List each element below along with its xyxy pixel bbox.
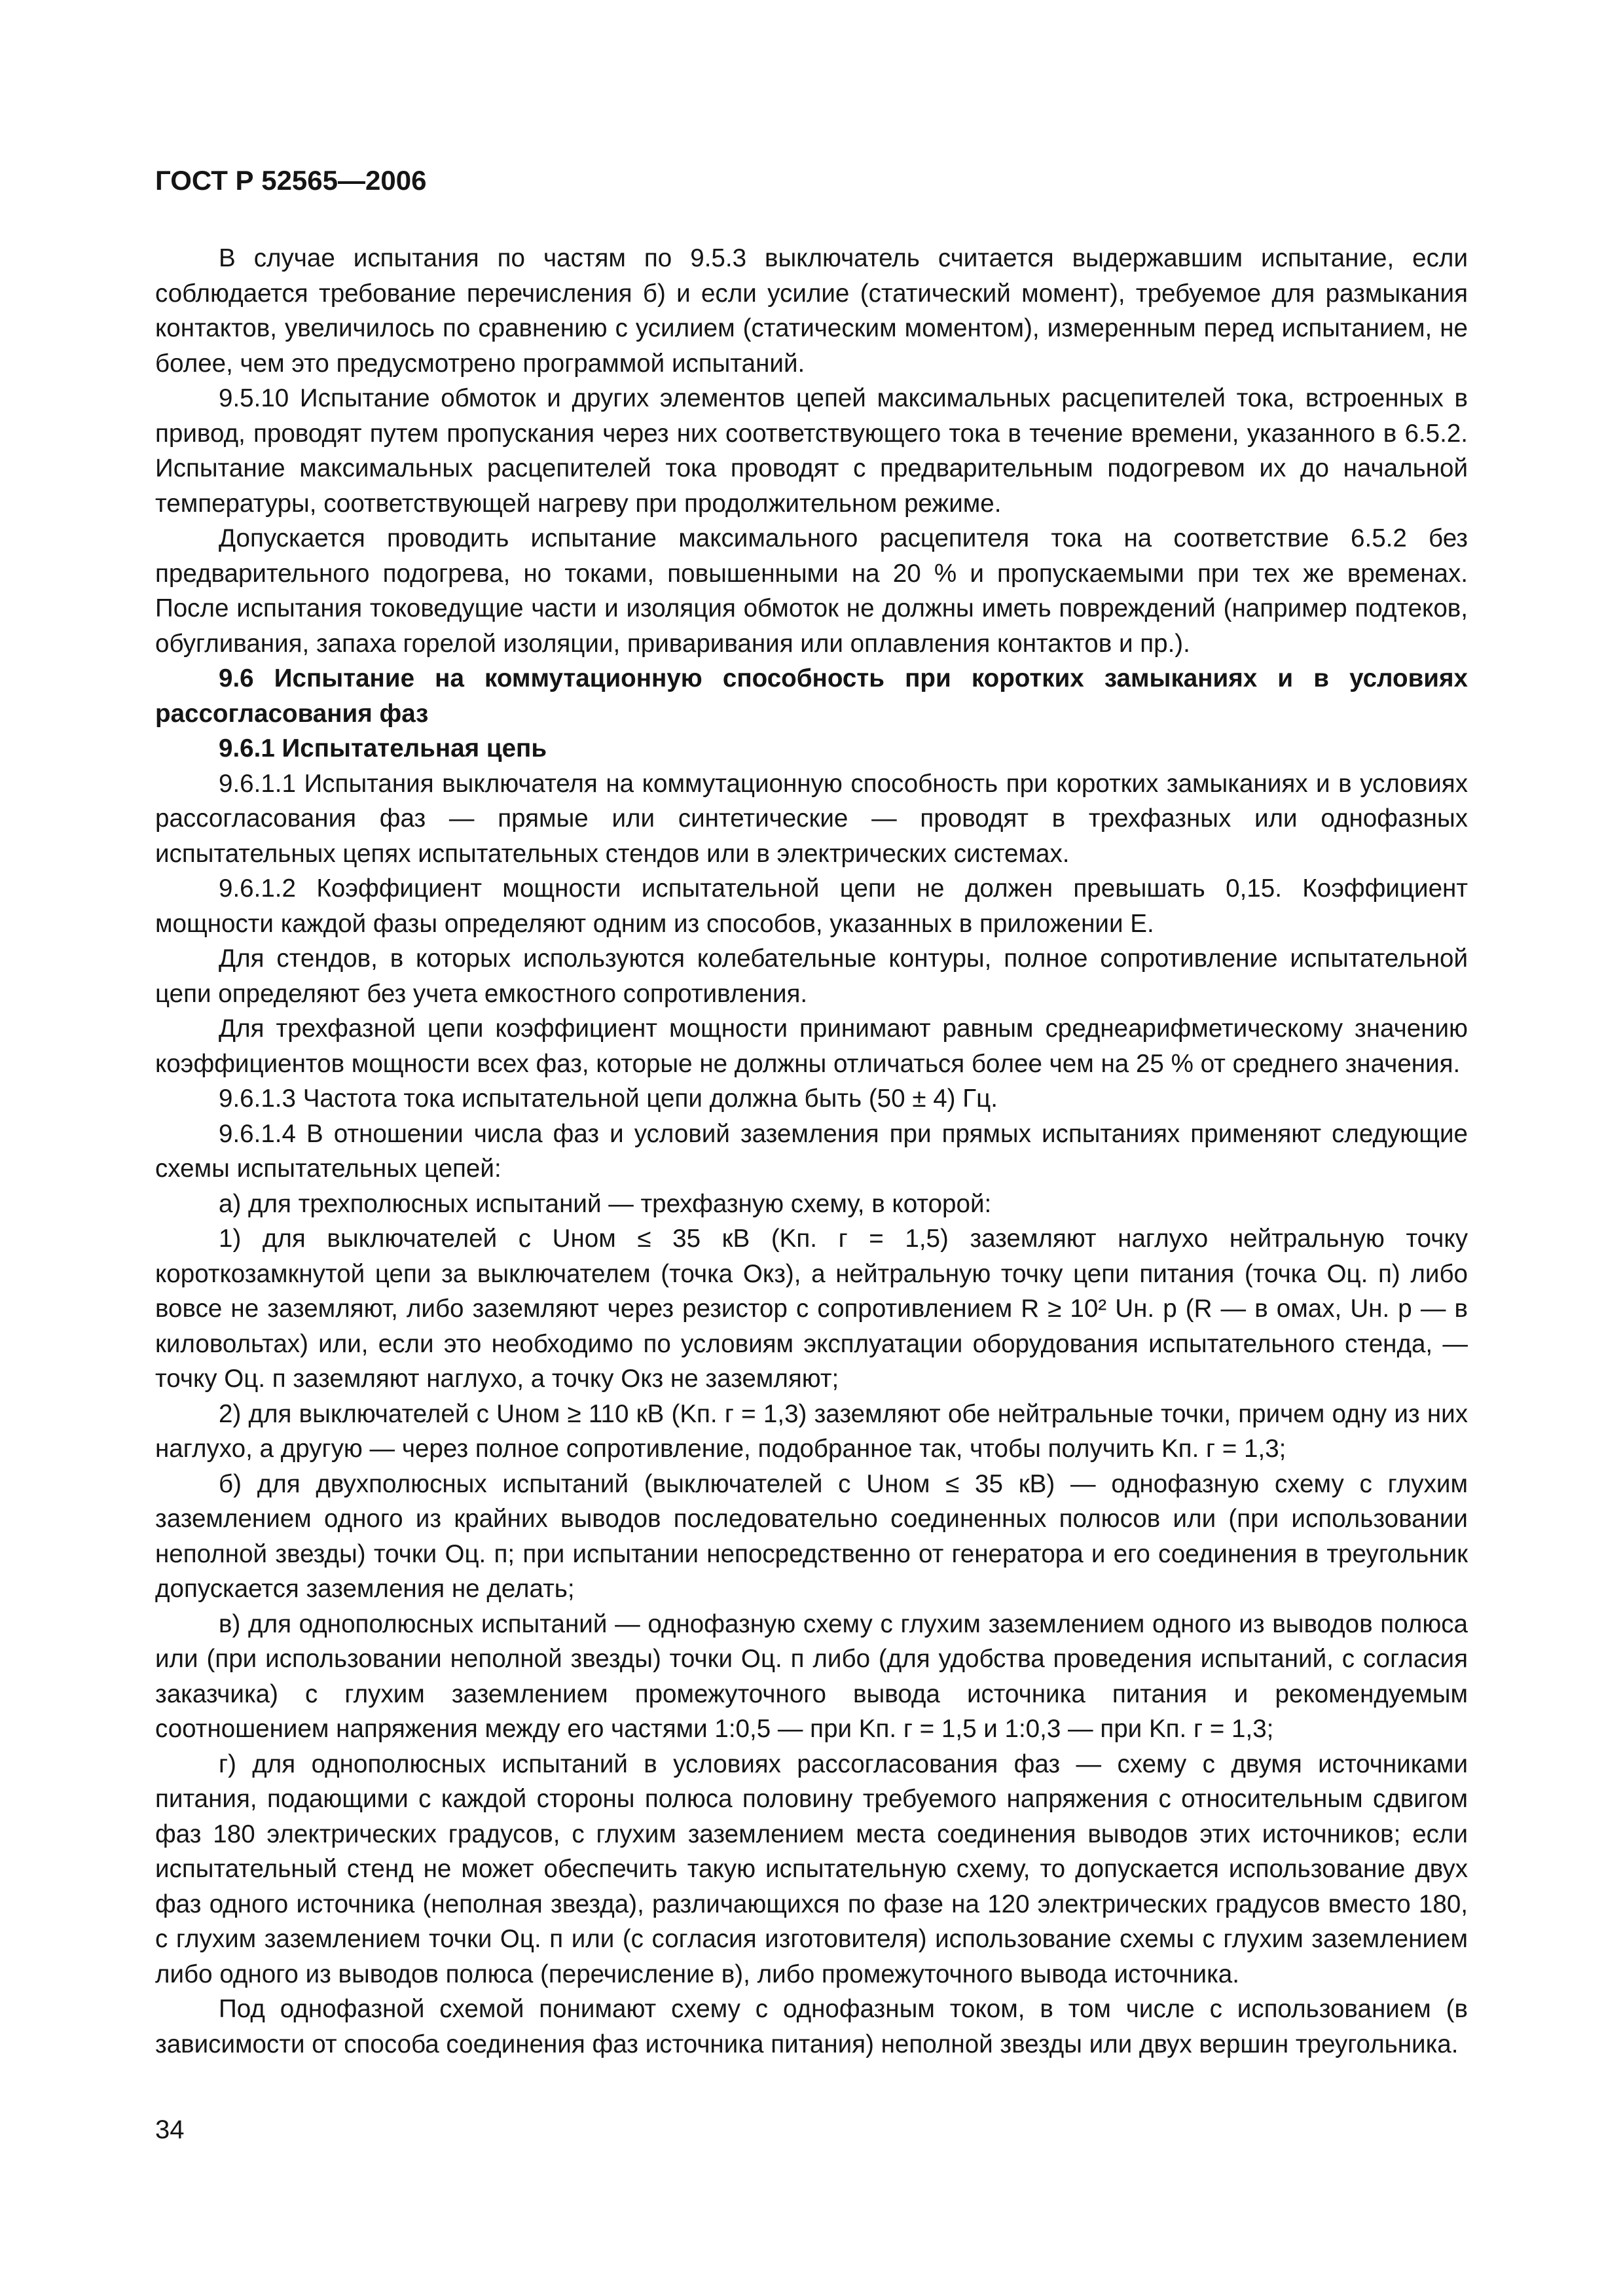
page-number: 34 xyxy=(155,2115,185,2144)
document-body xyxy=(155,241,1468,2062)
paragraph: 2) для выключателей с Uном ≥ 110 кВ (Kп. г = 1,3) заземляют обе нейтральные точки, причем одну из них наглухо, а другую — через полное сопротивление, подобранное так, чтобы получить Kп. г = 1,3; xyxy=(155,1399,1468,1463)
paragraph: 9.6.1.1 Испытания выключателя на коммутационную способность при коротких замыканиях и в условиях рассогласования фаз — прямые или синтетические — проводят в трехфазных или однофазных испытательных цепях испытательных стендов или в электрических системах. xyxy=(155,769,1468,868)
paragraph: Под однофазной схемой понимают схему с однофазным током, в том числе с использованием (в зависимости от способа соединения фаз источника питания) неполной звезды или двух вершин треугольника. xyxy=(155,1995,1468,2058)
paragraph: Для стендов, в которых используются колебательные контуры, полное сопротивление испытательной цепи определяют без учета емкостного сопротивления. xyxy=(155,944,1468,1008)
paragraph: 1) для выключателей с Uном ≤ 35 кВ (Kп. г = 1,5) заземляют наглухо нейтральную точку короткозамкнутой цепи за выключателем (точка Oкз), а нейтральную точку цепи питания (точка Oц. п) либо вовсе не заземляют, либо заземляют через резистор с сопротивлением R ≥ 10² Uн. р (R — в омах, Uн. р — в киловольтах) или, если это необходимо по условиям эксплуатации оборудования испытательного стенда, — точку Oц. п заземляют наглухо, а точку Oкз не заземляют; xyxy=(155,1225,1468,1393)
paragraph: 9.6.1.2 Коэффициент мощности испытательной цепи не должен превышать 0,15. Коэффициент мощности каждой фазы определяют одним из способов, указанных в приложении Е. xyxy=(155,874,1468,938)
paragraph: 9.5.10 Испытание обмоток и других элементов цепей максимальных расцепителей тока, встроенных в привод, проводят путем пропускания через них соответствующего тока в течение времени, указанного в 6.5.2. Испытание максимальных расцепителей тока проводят с предварительным подогревом их до начальной температуры, соответствующей нагреву при продолжительном режиме. xyxy=(155,384,1468,518)
paragraph: 9.6.1.3 Частота тока испытательной цепи должна быть (50 ± 4) Гц. xyxy=(219,1085,998,1113)
paragraph: Для трехфазной цепи коэффициент мощности принимают равным среднеарифметическому значению коэффициентов мощности всех фаз, которые не должны отличаться более чем на 25 % от среднего значения. xyxy=(155,1014,1468,1078)
paragraph: а) для трехполюсных испытаний — трехфазную схему, в которой: xyxy=(219,1189,992,1218)
paragraph: 9.6.1.4 В отношении числа фаз и условий заземления при прямых испытаниях применяют следующие схемы испытательных цепей: xyxy=(155,1119,1468,1183)
section-heading: 9.6 Испытание на коммутационную способность при коротких замыканиях и в условиях рассогласования фаз xyxy=(155,664,1468,728)
paragraph: г) для однополюсных испытаний в условиях рассогласования фаз — схему с двумя источниками питания, подающими с каждой стороны полюса половину требуемого напряжения с относительным сдвигом фаз 180 электрических градусов, с глухим заземлением места соединения выводов этих источников; если испытательный стенд не может обеспечить такую испытательную схему, то допускается использование двух фаз одного источника (неполная звезда), различающихся по фазе на 120 электрических градусов вместо 180, с глухим заземлением точки Oц. п или (с согласия изготовителя) использование схемы с глухим заземлением либо одного из выводов полюса (перечисление в), либо промежуточного вывода источника. xyxy=(155,1749,1468,1988)
paragraph: Допускается проводить испытание максимального расцепителя тока на соответствие 6.5.2 без предварительного подогрева, но токами, повышенными на 20 % и пропускаемыми при тех же временах. После испытания токоведущие части и изоляция обмоток не должны иметь повреждений (например подтеков, обугливания, запаха горелой изоляции, приваривания или оплавления контактов и пр.). xyxy=(155,524,1468,658)
paragraph: в) для однополюсных испытаний — однофазную схему с глухим заземлением одного из выводов полюса или (при использовании неполной звезды) точки Oц. п либо (для удобства проведения испытаний, с согласия заказчика) с глухим заземлением промежуточного вывода источника питания и рекомендуемым соотношением напряжения между его частями 1:0,5 — при Kп. г = 1,5 и 1:0,3 — при Kп. г = 1,3; xyxy=(155,1609,1468,1743)
section-heading: 9.6.1 Испытательная цепь xyxy=(219,734,547,762)
paragraph: б) для двухполюсных испытаний (выключателей с Uном ≤ 35 кВ) — однофазную схему с глухим заземлением одного из крайних выводов последовательно соединенных полюсов или (при использовании неполной звезды) точки Oц. п; при испытании непосредственно от генератора и его соединения в треугольник допускается заземления не делать; xyxy=(155,1469,1468,1603)
document-header: ГОСТ Р 52565—2006 xyxy=(155,165,427,196)
paragraph: В случае испытания по частям по 9.5.3 выключатель считается выдержавшим испытание, если соблюдается требование перечисления б) и если усилие (статический момент), требуемое для размыкания контактов, увеличилось по сравнению с усилием (статическим моментом), измеренным перед испытанием, не более, чем это предусмотрено программой испытаний. xyxy=(155,244,1468,378)
